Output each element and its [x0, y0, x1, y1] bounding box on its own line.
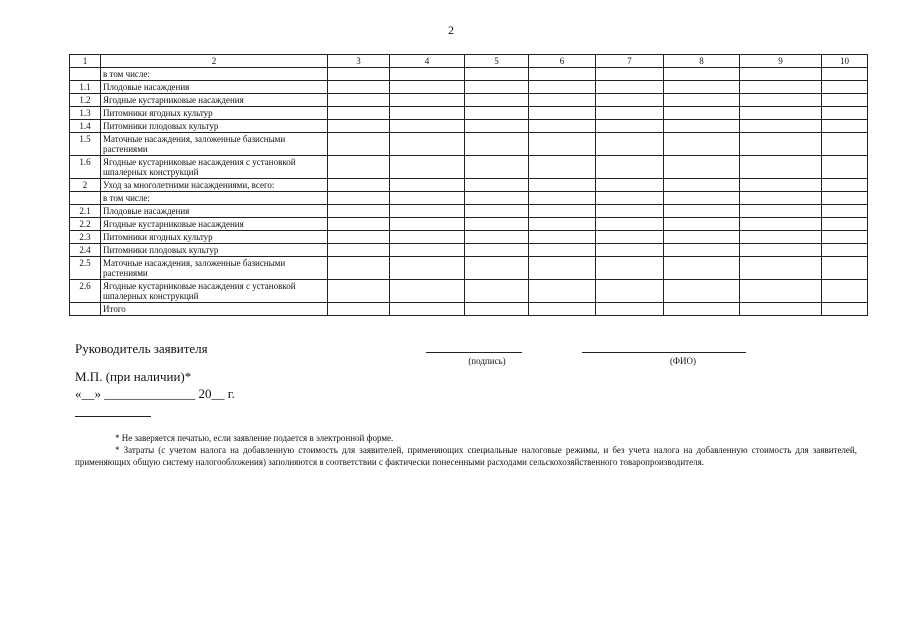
table-row	[70, 231, 868, 244]
table-row	[70, 280, 868, 303]
date-line: «__» ______________ 20__ г.	[75, 386, 235, 401]
value-cell	[596, 68, 664, 81]
value-cell	[465, 94, 529, 107]
value-cell	[664, 303, 740, 316]
row-name: Плодовые насаждения	[101, 205, 328, 218]
value-cell	[465, 205, 529, 218]
table-row	[70, 218, 868, 231]
table-row	[70, 192, 868, 205]
value-cell	[529, 257, 596, 280]
row-number: 2.1	[70, 205, 101, 218]
column-header: 2	[101, 55, 328, 68]
value-cell	[740, 218, 822, 231]
value-cell	[740, 133, 822, 156]
value-cell	[390, 244, 465, 257]
value-cell	[664, 133, 740, 156]
value-cell	[529, 280, 596, 303]
row-name: Маточные насаждения, заложенные базисными растениями	[101, 133, 328, 156]
value-cell	[740, 156, 822, 179]
value-cell	[664, 218, 740, 231]
value-cell	[328, 107, 390, 120]
value-cell	[596, 133, 664, 156]
column-header: 1	[70, 55, 101, 68]
value-cell	[529, 120, 596, 133]
value-cell	[390, 192, 465, 205]
row-name: в том числе:	[101, 68, 328, 81]
signature-caption: (подпись)	[468, 356, 506, 366]
value-cell	[529, 107, 596, 120]
fio-caption: (ФИО)	[669, 356, 697, 366]
row-number: 1.5	[70, 133, 101, 156]
value-cell	[465, 133, 529, 156]
value-cell	[664, 94, 740, 107]
row-name: Ягодные кустарниковые насаждения с установкой шпалерных конструкций	[101, 156, 328, 179]
value-cell	[822, 257, 868, 280]
value-cell	[390, 218, 465, 231]
value-cell	[390, 68, 465, 81]
value-cell	[822, 81, 868, 94]
value-cell	[390, 107, 465, 120]
value-cell	[596, 156, 664, 179]
row-name: Питомники ягодных культур	[101, 231, 328, 244]
value-cell	[465, 107, 529, 120]
value-cell	[822, 133, 868, 156]
value-cell	[465, 179, 529, 192]
value-cell	[465, 257, 529, 280]
row-name: Ягодные кустарниковые насаждения	[101, 218, 328, 231]
value-cell	[390, 257, 465, 280]
value-cell	[664, 156, 740, 179]
value-cell	[390, 120, 465, 133]
value-cell	[328, 218, 390, 231]
value-cell	[822, 94, 868, 107]
value-cell	[664, 244, 740, 257]
value-cell	[529, 94, 596, 107]
row-name: Плодовые насаждения	[101, 81, 328, 94]
row-name: Ягодные кустарниковые насаждения	[101, 94, 328, 107]
value-cell	[596, 192, 664, 205]
table-row	[70, 107, 868, 120]
value-cell	[390, 156, 465, 179]
value-cell	[529, 231, 596, 244]
row-name: Уход за многолетними насаждениями, всего:	[101, 179, 328, 192]
head-of-applicant-label: Руководитель заявителя	[75, 341, 208, 356]
row-name: в том числе:	[101, 192, 328, 205]
value-cell	[596, 205, 664, 218]
footnote-costs: * Затраты (с учетом налога на добавленную стоимость для заявителей, применяющих специальные налоговые режимы, и без учета налога на добавленную стоимость для заявителей, применяющих общую систему налогообложения) заполняются в соответствии с фактически понесенными расходами сельскохозяйственного товаропроизводителя.	[75, 445, 857, 467]
value-cell	[596, 179, 664, 192]
value-cell	[529, 133, 596, 156]
row-number: 1.1	[70, 81, 101, 94]
row-name: Питомники плодовых культур	[101, 244, 328, 257]
value-cell	[328, 68, 390, 81]
value-cell	[664, 179, 740, 192]
value-cell	[822, 244, 868, 257]
value-cell	[740, 81, 822, 94]
row-number: 2.2	[70, 218, 101, 231]
value-cell	[596, 303, 664, 316]
row-number: 2.6	[70, 280, 101, 303]
column-header: 10	[822, 55, 868, 68]
value-cell	[328, 179, 390, 192]
value-cell	[465, 192, 529, 205]
value-cell	[664, 107, 740, 120]
column-header: 7	[596, 55, 664, 68]
column-header: 5	[465, 55, 529, 68]
value-cell	[390, 303, 465, 316]
column-header: 9	[740, 55, 822, 68]
value-cell	[328, 94, 390, 107]
value-cell	[465, 156, 529, 179]
value-cell	[740, 244, 822, 257]
row-number: 2.4	[70, 244, 101, 257]
value-cell	[465, 303, 529, 316]
value-cell	[822, 120, 868, 133]
row-number	[70, 303, 101, 316]
value-cell	[328, 231, 390, 244]
value-cell	[596, 231, 664, 244]
value-cell	[529, 218, 596, 231]
row-name: Питомники плодовых культур	[101, 120, 328, 133]
value-cell	[664, 81, 740, 94]
value-cell	[596, 120, 664, 133]
value-cell	[664, 257, 740, 280]
value-cell	[390, 205, 465, 218]
row-number	[70, 68, 101, 81]
signature-line	[426, 352, 522, 353]
value-cell	[465, 81, 529, 94]
value-cell	[740, 179, 822, 192]
table-header-row	[70, 55, 868, 68]
row-name: Питомники ягодных культур	[101, 107, 328, 120]
footnote-stamp: * Не заверяется печатью, если заявление подается в электронной форме.	[115, 433, 394, 443]
value-cell	[465, 68, 529, 81]
value-cell	[328, 280, 390, 303]
value-cell	[529, 179, 596, 192]
value-cell	[390, 280, 465, 303]
value-cell	[328, 205, 390, 218]
value-cell	[465, 120, 529, 133]
footnote-separator	[75, 416, 151, 417]
table-row	[70, 68, 868, 81]
value-cell	[390, 231, 465, 244]
value-cell	[740, 231, 822, 244]
table-row	[70, 303, 868, 316]
row-number: 1.6	[70, 156, 101, 179]
value-cell	[465, 280, 529, 303]
value-cell	[740, 120, 822, 133]
value-cell	[465, 218, 529, 231]
footnotes	[75, 432, 857, 468]
value-cell	[390, 81, 465, 94]
value-cell	[740, 107, 822, 120]
value-cell	[664, 231, 740, 244]
row-name: Итого	[101, 303, 328, 316]
value-cell	[822, 218, 868, 231]
value-cell	[596, 257, 664, 280]
value-cell	[740, 192, 822, 205]
value-cell	[328, 257, 390, 280]
value-cell	[328, 156, 390, 179]
value-cell	[529, 81, 596, 94]
value-cell	[822, 192, 868, 205]
value-cell	[664, 120, 740, 133]
value-cell	[529, 68, 596, 81]
value-cell	[529, 205, 596, 218]
value-cell	[822, 179, 868, 192]
value-cell	[596, 218, 664, 231]
value-cell	[328, 192, 390, 205]
column-header: 3	[328, 55, 390, 68]
value-cell	[740, 280, 822, 303]
table-row	[70, 94, 868, 107]
row-number: 1.3	[70, 107, 101, 120]
page-number: 2	[448, 23, 454, 37]
column-header: 8	[664, 55, 740, 68]
table-row	[70, 205, 868, 218]
value-cell	[822, 68, 868, 81]
value-cell	[465, 231, 529, 244]
value-cell	[664, 205, 740, 218]
value-cell	[822, 280, 868, 303]
row-number: 2.5	[70, 257, 101, 280]
table-row	[70, 81, 868, 94]
table-row	[70, 244, 868, 257]
value-cell	[529, 244, 596, 257]
table-row	[70, 257, 868, 280]
value-cell	[740, 94, 822, 107]
row-number	[70, 192, 101, 205]
value-cell	[664, 192, 740, 205]
value-cell	[822, 156, 868, 179]
value-cell	[822, 303, 868, 316]
value-cell	[465, 244, 529, 257]
value-cell	[740, 68, 822, 81]
value-cell	[822, 231, 868, 244]
column-header: 6	[529, 55, 596, 68]
row-name: Маточные насаждения, заложенные базисными растениями	[101, 257, 328, 280]
table-row	[70, 156, 868, 179]
value-cell	[390, 179, 465, 192]
column-header: 4	[390, 55, 465, 68]
row-number: 2	[70, 179, 101, 192]
value-cell	[740, 257, 822, 280]
stamp-label: М.П. (при наличии)*	[75, 369, 192, 384]
value-cell	[328, 244, 390, 257]
value-cell	[822, 205, 868, 218]
value-cell	[596, 280, 664, 303]
value-cell	[529, 156, 596, 179]
costs-table	[69, 54, 868, 316]
value-cell	[328, 303, 390, 316]
row-name: Ягодные кустарниковые насаждения с установкой шпалерных конструкций	[101, 280, 328, 303]
table-row	[70, 133, 868, 156]
value-cell	[596, 81, 664, 94]
row-number: 1.2	[70, 94, 101, 107]
value-cell	[529, 303, 596, 316]
value-cell	[740, 303, 822, 316]
row-number: 1.4	[70, 120, 101, 133]
fio-line	[582, 352, 746, 353]
value-cell	[390, 133, 465, 156]
value-cell	[596, 244, 664, 257]
value-cell	[390, 94, 465, 107]
value-cell	[328, 81, 390, 94]
value-cell	[328, 133, 390, 156]
value-cell	[664, 68, 740, 81]
value-cell	[664, 280, 740, 303]
value-cell	[822, 107, 868, 120]
value-cell	[596, 94, 664, 107]
table-row	[70, 179, 868, 192]
value-cell	[328, 120, 390, 133]
value-cell	[740, 205, 822, 218]
value-cell	[529, 192, 596, 205]
value-cell	[596, 107, 664, 120]
row-number: 2.3	[70, 231, 101, 244]
table-row	[70, 120, 868, 133]
